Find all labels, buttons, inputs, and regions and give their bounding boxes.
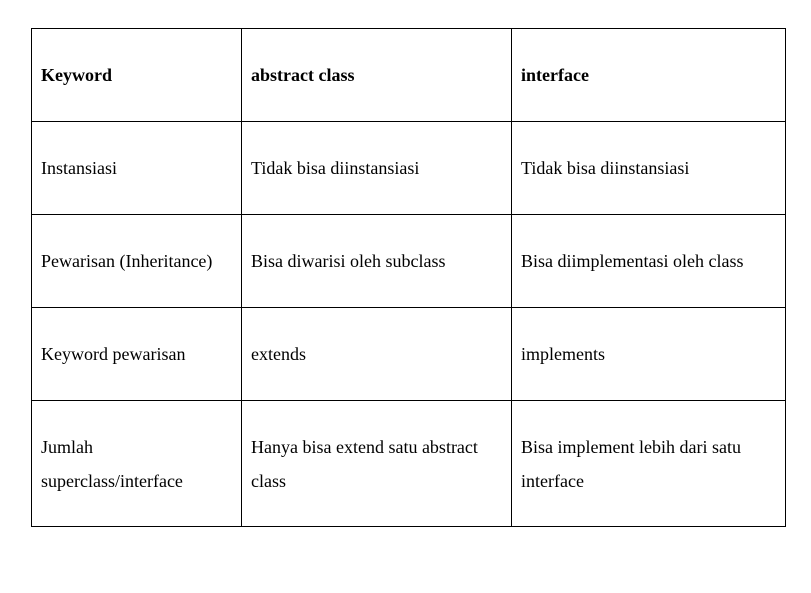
table-cell: Pewarisan (Inheritance) <box>32 215 242 308</box>
table-cell: Bisa diimplementasi oleh class <box>512 215 786 308</box>
table-cell: extends <box>242 308 512 401</box>
table-cell: Jumlah superclass/interface <box>32 401 242 527</box>
table-row <box>32 215 786 308</box>
table-cell: Hanya bisa extend satu abstract class <box>242 401 512 527</box>
comparison-table <box>31 28 786 527</box>
table-row <box>32 308 786 401</box>
table-cell: implements <box>512 308 786 401</box>
header-abstract-class: abstract class <box>242 29 512 122</box>
header-interface: interface <box>512 29 786 122</box>
table-cell: Instansiasi <box>32 122 242 215</box>
table-cell: Bisa implement lebih dari satu interface <box>512 401 786 527</box>
table-row <box>32 122 786 215</box>
table-cell: Bisa diwarisi oleh subclass <box>242 215 512 308</box>
table-cell: Tidak bisa diinstansiasi <box>242 122 512 215</box>
table-header-row <box>32 29 786 122</box>
table-cell: Tidak bisa diinstansiasi <box>512 122 786 215</box>
table-cell: Keyword pewarisan <box>32 308 242 401</box>
header-keyword: Keyword <box>32 29 242 122</box>
table-row <box>32 401 786 527</box>
